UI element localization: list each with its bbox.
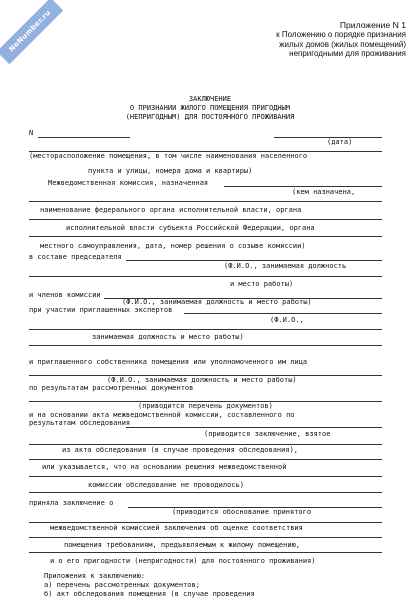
doc-title: ЗАКЛЮЧЕНИЕ — [188, 95, 232, 103]
attachment-item: а) перечень рассмотренных документов; — [44, 581, 200, 589]
conclusion-field-line-2 — [29, 459, 382, 460]
date-caption: (дата) — [327, 138, 353, 146]
experts-label: при участии приглашенных экспертов — [29, 306, 173, 314]
location-caption-line: пункта и улицы, номера дома и квартиры) — [88, 167, 253, 175]
commission-label: Межведомственная комиссия, назначенная — [48, 179, 209, 187]
act-field-line — [126, 427, 382, 428]
experts-caption-line: занимаемая должность и место работы) — [92, 333, 244, 341]
chairman-field-line — [126, 260, 382, 261]
experts-field-line-3 — [29, 345, 382, 346]
owner-caption: (Ф.И.О., занимаемая должность и место работы) — [107, 376, 297, 384]
chairman-label: в составе председателя — [29, 253, 122, 261]
chairman-field-line-2 — [29, 276, 382, 277]
experts-field-line-2 — [29, 329, 382, 330]
number-label: N — [29, 129, 34, 137]
appendix-line: жилых домов (жилых помещений) — [279, 39, 406, 49]
authority-caption: наименование федерального органа исполнительной власти, органа — [40, 206, 302, 214]
doc-title-line: О ПРИЗНАНИИ ЖИЛОГО ПОМЕЩЕНИЯ ПРИГОДНЫМ — [129, 104, 291, 112]
workplace-caption: и место работы) — [230, 280, 294, 288]
act-label-line: результатам обследования — [29, 419, 131, 427]
experts-field-line — [184, 313, 382, 314]
members-caption: (Ф.И.О., занимаемая должность и место работы) — [122, 298, 312, 306]
reason-caption-line: помещения требованиям, предъявляемым к жилому помещению, — [64, 541, 301, 549]
authority-field-line — [29, 201, 382, 202]
conclusion-caption-line: или указывается, что на основании решения межведомственной — [42, 463, 287, 471]
authority-field-line — [29, 236, 382, 237]
appendix-line: непригодными для проживания — [289, 49, 406, 59]
reason-field-line-3 — [29, 552, 382, 553]
appendix-title: Приложение N 1 — [339, 20, 406, 30]
reason-field-line-2 — [29, 537, 382, 538]
chairman-caption: (Ф.И.О., занимаемая должность — [224, 262, 347, 270]
members-label: и членов комиссии — [29, 291, 101, 299]
conclusion-field-line-3 — [29, 476, 382, 477]
attachments-title: Приложения к заключению: — [44, 572, 146, 580]
watermark: NoNumber.ru — [0, 0, 63, 64]
reason-caption-line: межведомственной комиссией заключения об оценке соответствия — [50, 524, 303, 532]
appointed-by-caption: (кем назначена, — [292, 188, 356, 196]
conclusion-caption-line: из акта обследования (в случае проведения обследования), — [62, 446, 299, 454]
appendix-line: к Положению о порядке признания — [276, 30, 406, 40]
act-label: и на основании акта межведомственной комиссии, составленного по — [29, 411, 295, 419]
experts-caption: (Ф.И.О., — [270, 316, 304, 324]
documents-label: по результатам рассмотренных документов — [29, 384, 194, 392]
location-caption: (месторасположение помещения, в том числе наименования населенного — [29, 152, 308, 160]
authority-caption-line: местного самоуправления, дата, номер решения о созыве комиссии) — [40, 242, 306, 250]
separator-line — [29, 492, 382, 493]
reason-field-line — [29, 522, 382, 523]
attachment-item: б) акт обследования помещения (в случае проведения — [44, 590, 255, 598]
authority-field-line — [29, 219, 382, 220]
appointed-by-field-line — [224, 186, 382, 187]
appendix-note — [156, 21, 406, 59]
conclusion-caption: (приводится заключение, взятое — [204, 430, 331, 438]
adopted-label: приняла заключение о — [29, 499, 114, 507]
reason-caption-line: и о его пригодности (непригодности) для постоянного проживания) — [50, 557, 316, 565]
doc-title-line: (НЕПРИГОДНЫМ) ДЛЯ ПОСТОЯННОГО ПРОЖИВАНИЯ — [125, 113, 295, 121]
reason-caption: (приводится обоснование принятого — [172, 508, 312, 516]
authority-caption-line: исполнительной власти субъекта Российской Федерации, органа — [66, 224, 315, 232]
documents-caption: (приводится перечень документов) — [138, 402, 273, 410]
owner-label: и приглашенного собственника помещения или уполномоченного им лица — [29, 358, 308, 366]
conclusion-field-line — [29, 444, 382, 445]
number-field-line — [38, 137, 130, 138]
conclusion-caption-line: комиссии обследование не проводилось) — [88, 481, 244, 489]
